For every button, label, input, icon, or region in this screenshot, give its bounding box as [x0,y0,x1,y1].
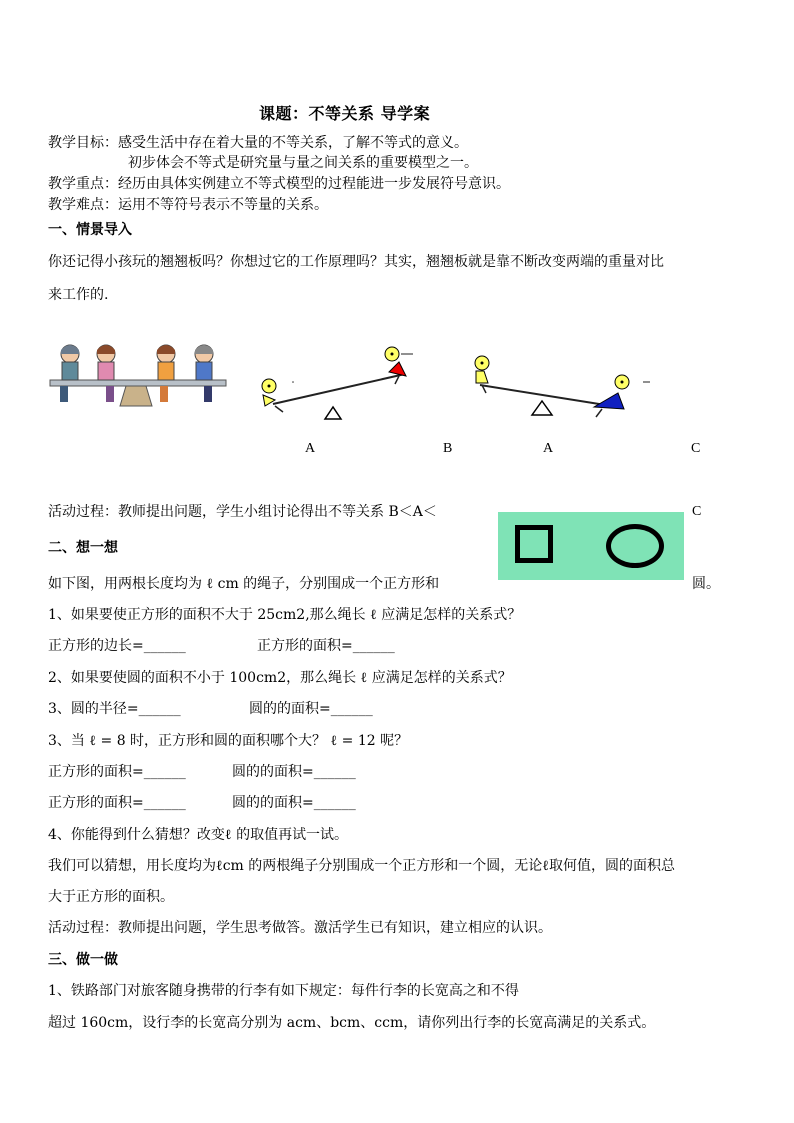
question-3: 3、当 ℓ = 8 时，正方形和圆的面积哪个大？ ℓ = 12 呢？ [48,733,409,749]
section-1-paragraph-1: 你还记得小孩玩的翘翘板吗？你想过它的工作原理吗？其实，翘翘板就是靠不断改变两端的重量对比 [48,254,664,270]
conjecture-line-1: 我们可以猜想，用长度均为ℓcm 的两根绳子分别围成一个正方形和一个圆，无论ℓ取何值，圆的面积总 [48,858,675,874]
teaching-goal-line-1: 教学目标：感受生活中存在着大量的不等关系，了解不等式的意义。 [48,135,468,151]
teaching-goal-line-2: 初步体会不等式是研究量与量之间关系的重要模型之一。 [128,155,478,171]
circle-area-blank-l8: 圆的的面积=______ [232,764,356,780]
section-1-paragraph-2: 来工作的. [48,287,109,303]
circle-radius-blank: 3、圆的半径=______ [48,701,181,717]
kids-seesaw-illustration [48,340,228,412]
page-title: 课题：不等关系 导学案 [259,104,431,123]
square-area-blank-l8: 正方形的面积=______ [48,764,186,780]
square-shape [515,525,553,563]
section-1-activity: 活动过程：教师提出问题，学生小组讨论得出不等关系 B＜A＜ [48,504,437,520]
section-2-heading: 二、想一想 [48,540,118,556]
diagram-label-c: C [691,441,701,456]
seesaw-diagram-2 [468,345,658,425]
square-side-blank: 正方形的边长=______ [48,638,186,654]
section-1-heading: 一、情景导入 [48,222,132,238]
diagram-label-a-2: A [543,441,554,456]
square-area-blank-l12: 正方形的面积=______ [48,795,186,811]
circle-shape [606,524,664,568]
section-2-activity: 活动过程：教师提出问题，学生思考做答。激活学生已有知识，建立相应的认识。 [48,920,552,936]
question-4: 4、你能得到什么猜想？改变ℓ 的取值再试一试。 [48,827,349,843]
diagram-label-b: B [443,441,453,456]
diagram-label-a-1: A [305,441,316,456]
section-1-activity-end: C [692,504,702,519]
section-3-heading: 三、做一做 [48,952,118,968]
circle-area-blank: 圆的的面积=______ [249,701,373,717]
section-3-question-1-line-2: 超过 160cm，设行李的长宽高分别为 acm、bcm、ccm，请你列出行李的长宽高满足的关系式。 [48,1015,656,1031]
section-2-intro: 如下图，用两根长度均为 ℓ cm 的绳子，分别围成一个正方形和 [48,576,440,592]
conjecture-line-2: 大于正方形的面积。 [48,889,174,905]
question-2: 2、如果要使圆的面积不小于 100cm2，那么绳长 ℓ 应满足怎样的关系式？ [48,670,512,686]
square-area-blank: 正方形的面积=______ [257,638,395,654]
section-3-question-1-line-1: 1、铁路部门对旅客随身携带的行李有如下规定：每件行李的长宽高之和不得 [48,983,519,999]
teaching-focus: 教学重点：经历由具体实例建立不等式模型的过程能进一步发展符号意识。 [48,176,510,192]
section-2-intro-end: 圆。 [692,576,720,592]
teaching-difficulty: 教学难点：运用不等符号表示不等量的关系。 [48,197,328,213]
question-1: 1、如果要使正方形的面积不大于 25cm2,那么绳长 ℓ 应满足怎样的关系式？ [48,607,522,623]
circle-area-blank-l12: 圆的的面积=______ [232,795,356,811]
square-circle-figure [498,512,684,580]
seesaw-diagram-1 [255,340,425,420]
